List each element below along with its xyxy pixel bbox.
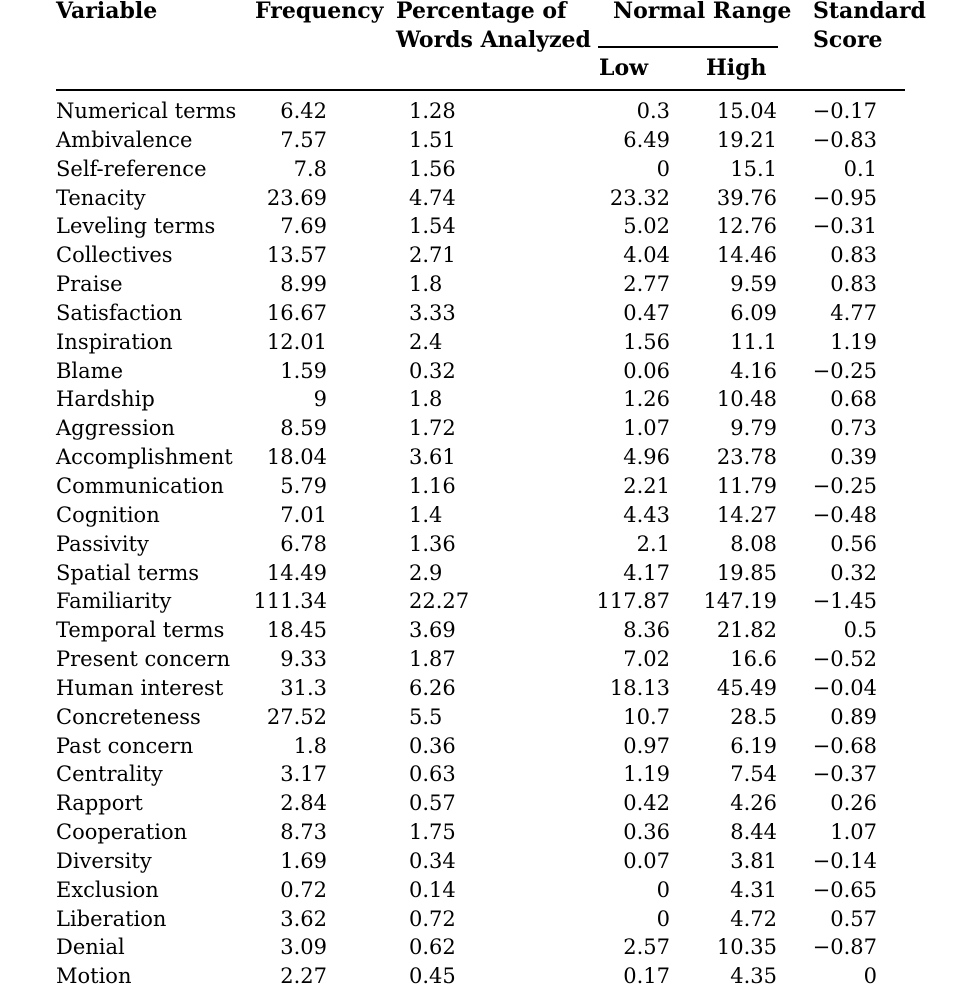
percentage-cell: 3.61 — [409, 445, 456, 470]
frequency-cell: 14.49 — [266, 560, 327, 585]
table-row — [0, 241, 960, 270]
standard-score-cell: −0.65 — [812, 877, 877, 902]
low-cell: 7.02 — [623, 647, 670, 672]
frequency-cell: 0.72 — [280, 877, 327, 902]
variable-cell: Concreteness — [56, 704, 201, 729]
high-cell: 21.82 — [716, 618, 777, 643]
high-cell: 4.16 — [730, 358, 777, 383]
low-cell: 0 — [656, 877, 670, 902]
high-cell: 16.6 — [730, 647, 777, 672]
header-standard-line2: Score — [813, 27, 883, 53]
table-row — [0, 703, 960, 732]
table-row — [0, 530, 960, 559]
percentage-cell: 4.74 — [409, 185, 456, 210]
low-cell: 0.36 — [623, 820, 670, 845]
standard-score-cell: 0.89 — [830, 704, 877, 729]
high-cell: 39.76 — [716, 185, 777, 210]
variable-cell: Passivity — [56, 531, 149, 556]
percentage-cell: 1.4 — [409, 502, 443, 527]
table-row — [0, 789, 960, 818]
standard-score-cell: 0.83 — [830, 243, 877, 268]
variable-cell: Motion — [56, 964, 132, 989]
high-cell: 14.46 — [716, 243, 777, 268]
table-row — [0, 876, 960, 905]
frequency-cell: 7.57 — [280, 127, 327, 152]
frequency-cell: 1.59 — [280, 358, 327, 383]
header-variable: Variable — [56, 0, 158, 24]
low-cell: 10.7 — [623, 704, 670, 729]
high-cell: 14.27 — [716, 502, 777, 527]
high-cell: 10.35 — [716, 935, 777, 960]
frequency-cell: 31.3 — [280, 675, 327, 700]
standard-score-cell: −0.37 — [812, 762, 877, 787]
low-cell: 0.06 — [623, 358, 670, 383]
header-standard-line1: Standard — [813, 0, 926, 24]
frequency-cell: 18.45 — [266, 618, 327, 643]
variable-cell: Collectives — [56, 243, 173, 268]
high-cell: 11.79 — [716, 473, 777, 498]
header-low: Low — [599, 55, 649, 81]
variable-cell: Aggression — [56, 416, 175, 441]
table-row — [0, 385, 960, 414]
percentage-cell: 0.72 — [409, 906, 456, 931]
percentage-cell: 22.27 — [409, 589, 470, 614]
variable-cell: Exclusion — [56, 877, 159, 902]
low-cell: 0.97 — [623, 733, 670, 758]
table-row — [0, 616, 960, 645]
percentage-cell: 0.34 — [409, 848, 456, 873]
variable-cell: Accomplishment — [56, 445, 233, 470]
low-cell: 0 — [656, 906, 670, 931]
percentage-cell: 1.28 — [409, 99, 456, 123]
high-cell: 28.5 — [730, 704, 777, 729]
frequency-cell: 18.04 — [266, 445, 327, 470]
standard-score-cell: −0.68 — [812, 733, 877, 758]
variable-cell: Inspiration — [56, 329, 173, 354]
standard-score-cell: −0.87 — [812, 935, 877, 960]
header-high: High — [706, 55, 767, 81]
percentage-cell: 2.71 — [409, 243, 456, 268]
percentage-cell: 5.5 — [409, 704, 443, 729]
percentage-cell: 1.72 — [409, 416, 456, 441]
header-frequency: Frequency — [255, 0, 384, 24]
low-cell: 0.42 — [623, 791, 670, 816]
frequency-cell: 8.99 — [280, 272, 327, 297]
frequency-cell: 5.79 — [280, 473, 327, 498]
standard-score-cell: −0.17 — [812, 99, 877, 123]
variable-cell: Past concern — [56, 733, 194, 758]
standard-score-cell: −0.25 — [812, 473, 877, 498]
table-row — [0, 328, 960, 357]
header-percentage — [396, 0, 591, 55]
low-cell: 0.47 — [623, 300, 670, 325]
variable-cell: Human interest — [56, 675, 224, 700]
frequency-cell: 3.62 — [280, 906, 327, 931]
normal-range-rule — [598, 46, 778, 48]
percentage-cell: 0.57 — [409, 791, 456, 816]
standard-score-cell: −0.52 — [812, 647, 877, 672]
variable-cell: Familiarity — [56, 589, 172, 614]
frequency-cell: 2.27 — [280, 964, 327, 989]
table-row — [0, 212, 960, 241]
low-cell: 4.96 — [623, 445, 670, 470]
frequency-cell: 7.69 — [280, 214, 327, 239]
variable-cell: Ambivalence — [56, 127, 193, 152]
header-rule — [56, 89, 905, 91]
high-cell: 19.85 — [716, 560, 777, 585]
low-cell: 4.17 — [623, 560, 670, 585]
high-cell: 3.81 — [730, 848, 777, 873]
frequency-cell: 23.69 — [266, 185, 327, 210]
low-cell: 2.77 — [623, 272, 670, 297]
standard-score-cell: 1.19 — [830, 329, 877, 354]
variable-cell: Cooperation — [56, 820, 188, 845]
percentage-cell: 6.26 — [409, 675, 456, 700]
table-row — [0, 933, 960, 962]
high-cell: 4.72 — [730, 906, 777, 931]
variable-cell: Hardship — [56, 387, 155, 412]
standard-score-cell: −0.25 — [812, 358, 877, 383]
frequency-cell: 9.33 — [280, 647, 327, 672]
header-standard-score — [813, 0, 926, 55]
table-row — [0, 732, 960, 761]
table-row — [0, 299, 960, 328]
variable-cell: Present concern — [56, 647, 231, 672]
variable-cell: Diversity — [56, 848, 152, 873]
standard-score-cell: 0.57 — [830, 906, 877, 931]
table-row — [0, 674, 960, 703]
variable-cell: Satisfaction — [56, 300, 183, 325]
high-cell: 12.76 — [716, 214, 777, 239]
standard-score-cell: 0.73 — [830, 416, 877, 441]
frequency-cell: 27.52 — [266, 704, 327, 729]
percentage-cell: 3.69 — [409, 618, 456, 643]
high-cell: 23.78 — [716, 445, 777, 470]
frequency-cell: 9 — [313, 387, 327, 412]
variable-cell: Temporal terms — [56, 618, 225, 643]
variable-cell: Tenacity — [56, 185, 146, 210]
high-cell: 11.1 — [730, 329, 777, 354]
table-row — [0, 414, 960, 443]
low-cell: 2.1 — [636, 531, 670, 556]
high-cell: 6.19 — [730, 733, 777, 758]
header-normal-range: Normal Range — [613, 0, 792, 24]
standard-score-cell: −0.31 — [812, 214, 877, 239]
high-cell: 19.21 — [716, 127, 777, 152]
table-row — [0, 962, 960, 991]
high-cell: 10.48 — [716, 387, 777, 412]
standard-score-cell: 4.77 — [830, 300, 877, 325]
frequency-cell: 8.73 — [280, 820, 327, 845]
low-cell: 2.57 — [623, 935, 670, 960]
low-cell: 0.07 — [623, 848, 670, 873]
high-cell: 9.59 — [730, 272, 777, 297]
standard-score-cell: 0.56 — [830, 531, 877, 556]
table-row — [0, 818, 960, 847]
percentage-cell: 2.9 — [409, 560, 443, 585]
low-cell: 0.17 — [623, 964, 670, 989]
variable-cell: Praise — [56, 272, 123, 297]
low-cell: 1.19 — [623, 762, 670, 787]
frequency-cell: 1.8 — [293, 733, 327, 758]
variable-cell: Self-reference — [56, 156, 207, 181]
frequency-cell: 3.09 — [280, 935, 327, 960]
variable-cell: Blame — [56, 358, 124, 383]
standard-score-cell: 0.26 — [830, 791, 877, 816]
high-cell: 15.04 — [716, 99, 777, 123]
low-cell: 8.36 — [623, 618, 670, 643]
percentage-cell: 0.45 — [409, 964, 456, 989]
percentage-cell: 0.14 — [409, 877, 456, 902]
high-cell: 15.1 — [730, 156, 777, 181]
header-percentage-line1: Percentage of — [396, 0, 567, 24]
percentage-cell: 1.75 — [409, 820, 456, 845]
frequency-cell: 16.67 — [266, 300, 327, 325]
low-cell: 0.3 — [636, 99, 670, 123]
high-cell: 4.35 — [730, 964, 777, 989]
standard-score-cell: −0.83 — [812, 127, 877, 152]
low-cell: 4.04 — [623, 243, 670, 268]
table-row — [0, 270, 960, 299]
header-percentage-line2: Words Analyzed — [396, 27, 591, 53]
low-cell: 23.32 — [609, 185, 670, 210]
high-cell: 8.08 — [730, 531, 777, 556]
table-row — [0, 587, 960, 616]
percentage-cell: 3.33 — [409, 300, 456, 325]
high-cell: 4.26 — [730, 791, 777, 816]
standard-score-cell: −0.14 — [812, 848, 877, 873]
low-cell: 6.49 — [623, 127, 670, 152]
table-row — [0, 847, 960, 876]
standard-score-cell: −1.45 — [812, 589, 877, 614]
low-cell: 1.07 — [623, 416, 670, 441]
percentage-cell: 1.8 — [409, 272, 443, 297]
table-row — [0, 97, 960, 126]
low-cell: 117.87 — [596, 589, 670, 614]
frequency-cell: 6.42 — [280, 99, 327, 123]
percentage-cell: 0.36 — [409, 733, 456, 758]
frequency-cell: 12.01 — [266, 329, 327, 354]
standard-score-cell: 0.5 — [843, 618, 877, 643]
low-cell: 18.13 — [609, 675, 670, 700]
standard-score-cell: 0.39 — [830, 445, 877, 470]
variable-cell: Spatial terms — [56, 560, 200, 585]
frequency-cell: 13.57 — [266, 243, 327, 268]
percentage-cell: 0.63 — [409, 762, 456, 787]
percentage-cell: 0.32 — [409, 358, 456, 383]
high-cell: 4.31 — [730, 877, 777, 902]
standard-score-cell: 0.32 — [830, 560, 877, 585]
frequency-cell: 8.59 — [280, 416, 327, 441]
high-cell: 6.09 — [730, 300, 777, 325]
frequency-cell: 3.17 — [280, 762, 327, 787]
table-row — [0, 126, 960, 155]
standard-score-cell: 0.1 — [843, 156, 877, 181]
variable-cell: Liberation — [56, 906, 167, 931]
table-row — [0, 184, 960, 213]
high-cell: 8.44 — [730, 820, 777, 845]
variable-cell: Rapport — [56, 791, 143, 816]
table-row — [0, 472, 960, 501]
frequency-cell: 6.78 — [280, 531, 327, 556]
low-cell: 4.43 — [623, 502, 670, 527]
variable-cell: Centrality — [56, 762, 163, 787]
table-row — [0, 501, 960, 530]
percentage-cell: 1.87 — [409, 647, 456, 672]
standard-score-cell: 0.83 — [830, 272, 877, 297]
low-cell: 1.56 — [623, 329, 670, 354]
percentage-cell: 1.56 — [409, 156, 456, 181]
percentage-cell: 2.4 — [409, 329, 443, 354]
standard-score-cell: 0 — [863, 964, 877, 989]
standard-score-cell: −0.95 — [812, 185, 877, 210]
table-row — [0, 559, 960, 588]
frequency-cell: 7.01 — [280, 502, 327, 527]
standard-score-cell: −0.48 — [812, 502, 877, 527]
high-cell: 7.54 — [730, 762, 777, 787]
low-cell: 2.21 — [623, 473, 670, 498]
low-cell: 1.26 — [623, 387, 670, 412]
high-cell: 45.49 — [716, 675, 777, 700]
frequency-cell: 111.34 — [253, 589, 327, 614]
standard-score-cell: 0.68 — [830, 387, 877, 412]
table-row — [0, 357, 960, 386]
high-cell: 147.19 — [703, 589, 777, 614]
percentage-cell: 1.36 — [409, 531, 456, 556]
frequency-cell: 2.84 — [280, 791, 327, 816]
variable-cell: Numerical terms — [56, 99, 237, 123]
percentage-cell: 1.16 — [409, 473, 456, 498]
table-row — [0, 905, 960, 934]
percentage-cell: 0.62 — [409, 935, 456, 960]
high-cell: 9.79 — [730, 416, 777, 441]
percentage-cell: 1.54 — [409, 214, 456, 239]
low-cell: 0 — [656, 156, 670, 181]
variable-cell: Denial — [56, 935, 125, 960]
variable-cell: Communication — [56, 473, 224, 498]
table-row — [0, 645, 960, 674]
low-cell: 5.02 — [623, 214, 670, 239]
table-body — [0, 97, 960, 991]
standard-score-cell: −0.04 — [812, 675, 877, 700]
table-row — [0, 760, 960, 789]
variable-cell: Cognition — [56, 502, 160, 527]
frequency-cell: 7.8 — [293, 156, 327, 181]
table-row — [0, 443, 960, 472]
percentage-cell: 1.51 — [409, 127, 456, 152]
standard-score-cell: 1.07 — [830, 820, 877, 845]
table-row — [0, 155, 960, 184]
percentage-cell: 1.8 — [409, 387, 443, 412]
variable-cell: Leveling terms — [56, 214, 216, 239]
frequency-cell: 1.69 — [280, 848, 327, 873]
